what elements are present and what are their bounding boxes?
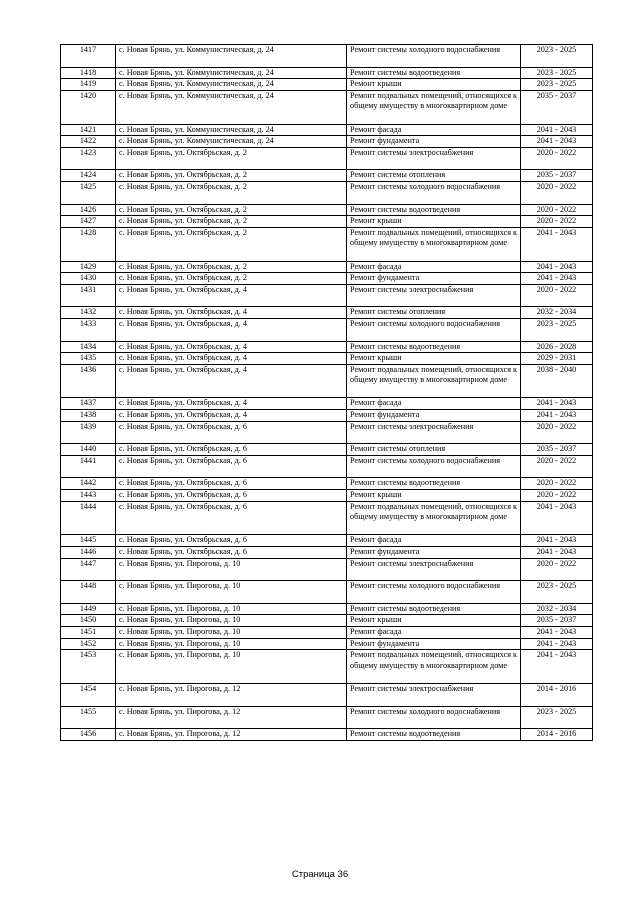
period-cell: 2020 - 2022 <box>521 147 593 170</box>
period-cell: 2032 - 2034 <box>521 603 593 615</box>
period-cell: 2029 - 2031 <box>521 353 593 365</box>
row-number: 1452 <box>61 638 116 650</box>
period-cell: 2023 - 2025 <box>521 79 593 91</box>
work-type-cell: Ремонт системы электроснабжения <box>347 683 521 706</box>
table-row <box>61 67 593 79</box>
work-type-cell: Ремонт системы электроснабжения <box>347 284 521 307</box>
address-cell: с. Новая Брянь, ул. Октябрьская, д. 2 <box>116 147 347 170</box>
table-row <box>61 558 593 581</box>
work-type-cell: Ремонт фасада <box>347 261 521 273</box>
period-cell: 2023 - 2025 <box>521 45 593 68</box>
table-row <box>61 421 593 444</box>
row-number: 1432 <box>61 307 116 319</box>
row-number: 1445 <box>61 535 116 547</box>
period-cell: 2041 - 2043 <box>521 547 593 559</box>
address-cell: с. Новая Брянь, ул. Пирогова, д. 12 <box>116 683 347 706</box>
period-cell: 2041 - 2043 <box>521 410 593 422</box>
table-row <box>61 45 593 68</box>
table-row <box>61 490 593 502</box>
row-number: 1437 <box>61 398 116 410</box>
period-cell: 2041 - 2043 <box>521 501 593 535</box>
table-row <box>61 273 593 285</box>
work-type-cell: Ремонт системы отопления <box>347 170 521 182</box>
row-number: 1453 <box>61 650 116 684</box>
work-type-cell: Ремонт системы холодного водоснабжения <box>347 581 521 604</box>
table-row <box>61 547 593 559</box>
table-row <box>61 444 593 456</box>
table-row <box>61 353 593 365</box>
work-type-cell: Ремонт фасада <box>347 124 521 136</box>
work-type-cell: Ремонт системы электроснабжения <box>347 421 521 444</box>
period-cell: 2020 - 2022 <box>521 558 593 581</box>
table-row <box>61 318 593 341</box>
period-cell: 2023 - 2025 <box>521 67 593 79</box>
address-cell: с. Новая Брянь, ул. Октябрьская, д. 6 <box>116 535 347 547</box>
row-number: 1425 <box>61 181 116 204</box>
table-row <box>61 581 593 604</box>
address-cell: с. Новая Брянь, ул. Пирогова, д. 10 <box>116 558 347 581</box>
table-row <box>61 627 593 639</box>
address-cell: с. Новая Брянь, ул. Пирогова, д. 12 <box>116 706 347 729</box>
row-number: 1430 <box>61 273 116 285</box>
work-type-cell: Ремонт фасада <box>347 535 521 547</box>
table-row <box>61 501 593 535</box>
table-row <box>61 136 593 148</box>
work-type-cell: Ремонт фундамента <box>347 547 521 559</box>
address-cell: с. Новая Брянь, ул. Коммунистическая, д. 24 <box>116 79 347 91</box>
period-cell: 2014 - 2016 <box>521 683 593 706</box>
period-cell: 2041 - 2043 <box>521 638 593 650</box>
address-cell: с. Новая Брянь, ул. Октябрьская, д. 6 <box>116 444 347 456</box>
address-cell: с. Новая Брянь, ул. Пирогова, д. 10 <box>116 581 347 604</box>
table-body <box>61 45 593 741</box>
work-type-cell: Ремонт фундамента <box>347 136 521 148</box>
address-cell: с. Новая Брянь, ул. Пирогова, д. 10 <box>116 650 347 684</box>
period-cell: 2038 - 2040 <box>521 364 593 398</box>
row-number: 1448 <box>61 581 116 604</box>
address-cell: с. Новая Брянь, ул. Октябрьская, д. 2 <box>116 170 347 182</box>
period-cell: 2041 - 2043 <box>521 535 593 547</box>
row-number: 1443 <box>61 490 116 502</box>
row-number: 1426 <box>61 204 116 216</box>
address-cell: с. Новая Брянь, ул. Октябрьская, д. 6 <box>116 547 347 559</box>
table-row <box>61 478 593 490</box>
table-row <box>61 364 593 398</box>
table-row <box>61 181 593 204</box>
work-schedule-table <box>60 44 593 741</box>
address-cell: с. Новая Брянь, ул. Октябрьская, д. 4 <box>116 341 347 353</box>
row-number: 1454 <box>61 683 116 706</box>
work-type-cell: Ремонт крыши <box>347 216 521 228</box>
table-row <box>61 216 593 228</box>
work-type-cell: Ремонт системы отопления <box>347 444 521 456</box>
address-cell: с. Новая Брянь, ул. Коммунистическая, д. 24 <box>116 90 347 124</box>
table-row <box>61 729 593 741</box>
period-cell: 2041 - 2043 <box>521 273 593 285</box>
table-row <box>61 284 593 307</box>
address-cell: с. Новая Брянь, ул. Октябрьская, д. 2 <box>116 261 347 273</box>
work-type-cell: Ремонт системы электроснабжения <box>347 558 521 581</box>
work-type-cell: Ремонт системы водоотведения <box>347 478 521 490</box>
work-type-cell: Ремонт системы холодного водоснабжения <box>347 45 521 68</box>
work-type-cell: Ремонт системы холодного водоснабжения <box>347 706 521 729</box>
address-cell: с. Новая Брянь, ул. Октябрьская, д. 4 <box>116 284 347 307</box>
period-cell: 2041 - 2043 <box>521 136 593 148</box>
row-number: 1447 <box>61 558 116 581</box>
period-cell: 2020 - 2022 <box>521 204 593 216</box>
row-number: 1455 <box>61 706 116 729</box>
table-row <box>61 615 593 627</box>
work-type-cell: Ремонт подвальных помещений, относящихся к общему имуществу в многоквартирном доме <box>347 90 521 124</box>
work-type-cell: Ремонт системы холодного водоснабжения <box>347 455 521 478</box>
row-number: 1423 <box>61 147 116 170</box>
row-number: 1439 <box>61 421 116 444</box>
period-cell: 2020 - 2022 <box>521 216 593 228</box>
table-row <box>61 170 593 182</box>
table-row <box>61 535 593 547</box>
row-number: 1428 <box>61 227 116 261</box>
table-row <box>61 227 593 261</box>
table-row <box>61 683 593 706</box>
row-number: 1435 <box>61 353 116 365</box>
address-cell: с. Новая Брянь, ул. Пирогова, д. 12 <box>116 729 347 741</box>
period-cell: 2041 - 2043 <box>521 227 593 261</box>
address-cell: с. Новая Брянь, ул. Октябрьская, д. 4 <box>116 398 347 410</box>
row-number: 1446 <box>61 547 116 559</box>
address-cell: с. Новая Брянь, ул. Октябрьская, д. 6 <box>116 490 347 502</box>
address-cell: с. Новая Брянь, ул. Октябрьская, д. 4 <box>116 307 347 319</box>
period-cell: 2020 - 2022 <box>521 478 593 490</box>
table-row <box>61 261 593 273</box>
table-row <box>61 341 593 353</box>
table-row <box>61 410 593 422</box>
address-cell: с. Новая Брянь, ул. Октябрьская, д. 6 <box>116 421 347 444</box>
table-row <box>61 90 593 124</box>
row-number: 1451 <box>61 627 116 639</box>
period-cell: 2035 - 2037 <box>521 170 593 182</box>
row-number: 1436 <box>61 364 116 398</box>
row-number: 1421 <box>61 124 116 136</box>
row-number: 1419 <box>61 79 116 91</box>
row-number: 1420 <box>61 90 116 124</box>
address-cell: с. Новая Брянь, ул. Коммунистическая, д. 24 <box>116 136 347 148</box>
row-number: 1440 <box>61 444 116 456</box>
period-cell: 2020 - 2022 <box>521 421 593 444</box>
address-cell: с. Новая Брянь, ул. Пирогова, д. 10 <box>116 627 347 639</box>
address-cell: с. Новая Брянь, ул. Пирогова, д. 10 <box>116 615 347 627</box>
address-cell: с. Новая Брянь, ул. Октябрьская, д. 4 <box>116 318 347 341</box>
address-cell: с. Новая Брянь, ул. Коммунистическая, д. 24 <box>116 67 347 79</box>
period-cell: 2041 - 2043 <box>521 627 593 639</box>
work-type-cell: Ремонт системы водоотведения <box>347 729 521 741</box>
period-cell: 2041 - 2043 <box>521 261 593 273</box>
address-cell: с. Новая Брянь, ул. Октябрьская, д. 4 <box>116 410 347 422</box>
row-number: 1431 <box>61 284 116 307</box>
table-row <box>61 398 593 410</box>
period-cell: 2041 - 2043 <box>521 650 593 684</box>
period-cell: 2026 - 2028 <box>521 341 593 353</box>
work-type-cell: Ремонт системы водоотведения <box>347 603 521 615</box>
work-type-cell: Ремонт подвальных помещений, относящихся к общему имуществу в многоквартирном доме <box>347 364 521 398</box>
address-cell: с. Новая Брянь, ул. Октябрьская, д. 2 <box>116 181 347 204</box>
row-number: 1422 <box>61 136 116 148</box>
period-cell: 2020 - 2022 <box>521 181 593 204</box>
work-type-cell: Ремонт крыши <box>347 615 521 627</box>
address-cell: с. Новая Брянь, ул. Октябрьская, д. 2 <box>116 273 347 285</box>
work-type-cell: Ремонт фасада <box>347 627 521 639</box>
row-number: 1438 <box>61 410 116 422</box>
work-type-cell: Ремонт подвальных помещений, относящихся к общему имуществу в многоквартирном доме <box>347 650 521 684</box>
row-number: 1417 <box>61 45 116 68</box>
address-cell: с. Новая Брянь, ул. Октябрьская, д. 2 <box>116 216 347 228</box>
row-number: 1444 <box>61 501 116 535</box>
table-row <box>61 706 593 729</box>
period-cell: 2023 - 2025 <box>521 706 593 729</box>
work-type-cell: Ремонт фасада <box>347 398 521 410</box>
work-type-cell: Ремонт крыши <box>347 353 521 365</box>
work-type-cell: Ремонт системы водоотведения <box>347 341 521 353</box>
period-cell: 2041 - 2043 <box>521 398 593 410</box>
work-type-cell: Ремонт системы водоотведения <box>347 67 521 79</box>
period-cell: 2041 - 2043 <box>521 124 593 136</box>
row-number: 1449 <box>61 603 116 615</box>
table-row <box>61 147 593 170</box>
work-type-cell: Ремонт крыши <box>347 490 521 502</box>
address-cell: с. Новая Брянь, ул. Пирогова, д. 10 <box>116 603 347 615</box>
work-type-cell: Ремонт системы холодного водоснабжения <box>347 318 521 341</box>
work-type-cell: Ремонт фундамента <box>347 410 521 422</box>
work-type-cell: Ремонт системы отопления <box>347 307 521 319</box>
period-cell: 2020 - 2022 <box>521 284 593 307</box>
row-number: 1450 <box>61 615 116 627</box>
work-type-cell: Ремонт крыши <box>347 79 521 91</box>
work-type-cell: Ремонт подвальных помещений, относящихся к общему имуществу в многоквартирном доме <box>347 227 521 261</box>
period-cell: 2014 - 2016 <box>521 729 593 741</box>
row-number: 1441 <box>61 455 116 478</box>
address-cell: с. Новая Брянь, ул. Октябрьская, д. 4 <box>116 353 347 365</box>
address-cell: с. Новая Брянь, ул. Коммунистическая, д. 24 <box>116 124 347 136</box>
row-number: 1456 <box>61 729 116 741</box>
table-row <box>61 650 593 684</box>
address-cell: с. Новая Брянь, ул. Октябрьская, д. 2 <box>116 227 347 261</box>
work-type-cell: Ремонт системы холодного водоснабжения <box>347 181 521 204</box>
row-number: 1429 <box>61 261 116 273</box>
row-number: 1424 <box>61 170 116 182</box>
period-cell: 2020 - 2022 <box>521 455 593 478</box>
page-number: Страница 36 <box>291 869 349 880</box>
table-row <box>61 307 593 319</box>
address-cell: с. Новая Брянь, ул. Пирогова, д. 10 <box>116 638 347 650</box>
period-cell: 2035 - 2037 <box>521 90 593 124</box>
work-type-cell: Ремонт фундамента <box>347 638 521 650</box>
work-type-cell: Ремонт фундамента <box>347 273 521 285</box>
table-row <box>61 638 593 650</box>
work-type-cell: Ремонт системы электроснабжения <box>347 147 521 170</box>
address-cell: с. Новая Брянь, ул. Октябрьская, д. 2 <box>116 204 347 216</box>
address-cell: с. Новая Брянь, ул. Октябрьская, д. 6 <box>116 455 347 478</box>
address-cell: с. Новая Брянь, ул. Октябрьская, д. 4 <box>116 364 347 398</box>
table-row <box>61 603 593 615</box>
row-number: 1433 <box>61 318 116 341</box>
row-number: 1427 <box>61 216 116 228</box>
table-row <box>61 79 593 91</box>
period-cell: 2035 - 2037 <box>521 444 593 456</box>
period-cell: 2035 - 2037 <box>521 615 593 627</box>
table-row <box>61 204 593 216</box>
table-row <box>61 455 593 478</box>
address-cell: с. Новая Брянь, ул. Октябрьская, д. 6 <box>116 478 347 490</box>
row-number: 1442 <box>61 478 116 490</box>
row-number: 1418 <box>61 67 116 79</box>
period-cell: 2020 - 2022 <box>521 490 593 502</box>
address-cell: с. Новая Брянь, ул. Октябрьская, д. 6 <box>116 501 347 535</box>
period-cell: 2023 - 2025 <box>521 318 593 341</box>
address-cell: с. Новая Брянь, ул. Коммунистическая, д. 24 <box>116 45 347 68</box>
period-cell: 2023 - 2025 <box>521 581 593 604</box>
work-type-cell: Ремонт подвальных помещений, относящихся к общему имуществу в многоквартирном доме <box>347 501 521 535</box>
table-row <box>61 124 593 136</box>
work-type-cell: Ремонт системы водоотведения <box>347 204 521 216</box>
period-cell: 2032 - 2034 <box>521 307 593 319</box>
row-number: 1434 <box>61 341 116 353</box>
